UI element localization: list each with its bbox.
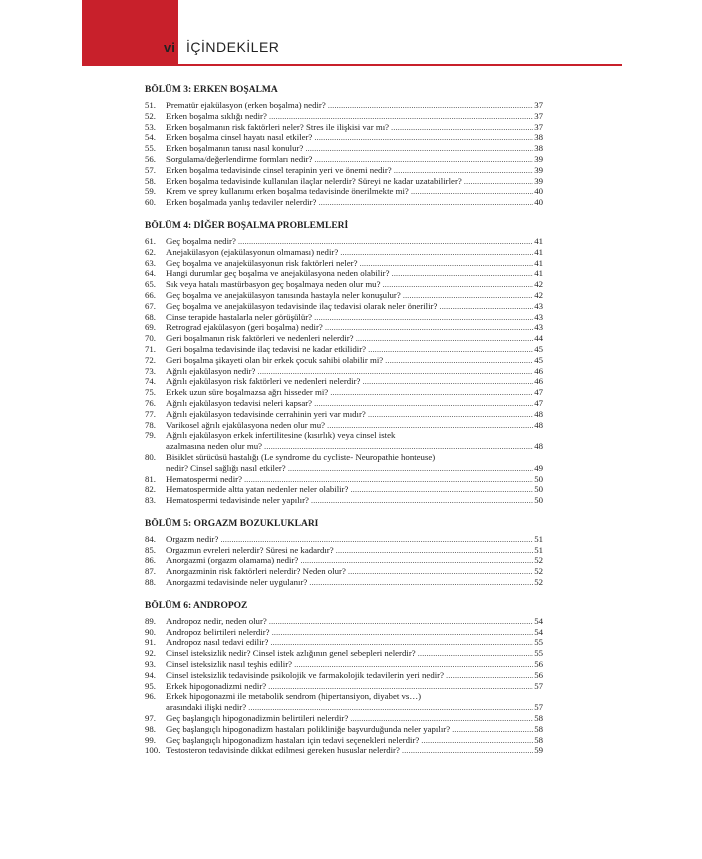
dot-leader [368, 409, 533, 420]
entry-number: 74. [145, 376, 156, 387]
toc-entry[interactable] [145, 616, 543, 627]
entry-title: Hematospermi tedavisinde neler yapılır? [166, 495, 309, 506]
dot-leader [330, 387, 533, 398]
dot-leader [403, 290, 533, 301]
toc-entry[interactable] [145, 165, 543, 176]
entry-page-number: 48 [534, 441, 543, 452]
entry-number: 63. [145, 257, 156, 268]
entry-number: 70. [145, 333, 156, 344]
toc-entry[interactable] [145, 312, 543, 323]
entry-number: 71. [145, 343, 156, 354]
entry-page-number: 54 [534, 615, 543, 626]
entry-number: 65. [145, 279, 156, 290]
entry-title: Erken boşalma tedavisinde cinsel terapinin yeri ve önemi nedir? [166, 164, 392, 175]
entry-title: Andropoz nedir, neden olur? [166, 615, 267, 626]
entry-title: nedir? Cinsel sağlığı nasıl etkiler? [166, 462, 286, 473]
entry-title: Erkek uzun süre boşalmazsa ağrı hisseder mi? [166, 387, 329, 398]
entry-page-number: 41 [534, 257, 543, 268]
entry-number: 76. [145, 397, 156, 408]
entry-title: Cinsel isteksizlik tedavisinde psikolojik ve farmakolojik tedavilerin yeri nedir? [166, 669, 445, 680]
entry-title: Geç boşalma ve anejakülasyon tedavisinde ilaç tedavisi olarak neler önerilir? [166, 300, 438, 311]
entry-page-number: 39 [534, 164, 543, 175]
dot-leader [272, 627, 534, 638]
entry-page-number: 51 [534, 544, 543, 555]
toc-entry[interactable] [145, 713, 543, 724]
entry-page-number: 57 [534, 680, 543, 691]
entry-number: 100. [145, 745, 161, 756]
entry-title: Geç başlangıçlı hipogonadizm hastaları için tedavi seçenekleri nelerdir? [166, 734, 420, 745]
entry-title: Erkek hipogonazmi ile metabolik sendrom (hipertansiyon, diyabet vs…) [166, 691, 422, 702]
entry-number: 61. [145, 235, 156, 246]
toc-entry[interactable] [145, 724, 543, 735]
dot-leader [314, 154, 533, 165]
toc-entry[interactable] [145, 681, 543, 692]
entry-title: Erken boşalmada yanlış tedaviler nelerdir? [166, 197, 317, 208]
toc-entry[interactable] [145, 301, 543, 312]
entry-page-number: 38 [534, 132, 543, 143]
toc-entry[interactable] [145, 555, 543, 566]
entry-number: 91. [145, 637, 156, 648]
toc-entry[interactable] [145, 333, 543, 344]
entry-page-number: 37 [534, 121, 543, 132]
entry-number: 82. [145, 484, 156, 495]
toc-entry[interactable] [145, 344, 543, 355]
entry-number: 98. [145, 723, 156, 734]
dot-leader [392, 268, 534, 279]
dot-leader [394, 165, 533, 176]
toc-entry[interactable] [145, 735, 543, 746]
dot-leader [325, 322, 533, 333]
entry-page-number: 42 [534, 279, 543, 290]
dot-leader [288, 463, 534, 474]
entry-number: 81. [145, 473, 156, 484]
entry-title: Testosteron tedavisinde dikkat edilmesi gereken hususlar nelerdir? [166, 745, 400, 756]
entry-page-number: 57 [534, 702, 543, 713]
entry-title: Erken boşalma cinsel hayatı nasıl etkiler? [166, 132, 313, 143]
entry-number: 96. [145, 691, 156, 702]
entry-title: Cinsel isteksizlik nasıl teşhis edilir? [166, 659, 293, 670]
entry-number: 55. [145, 143, 156, 154]
entry-title: Erkek hipogonadizmi nedir? [166, 680, 267, 691]
toc-entry[interactable] [145, 409, 543, 420]
toc-entry[interactable] [145, 143, 543, 154]
entry-number: 78. [145, 419, 156, 430]
entry-page-number: 41 [534, 268, 543, 279]
entry-title: Andropoz nasıl tedavi edilir? [166, 637, 269, 648]
entry-page-number: 56 [534, 669, 543, 680]
entry-number: 72. [145, 354, 156, 365]
header-title: İÇİNDEKİLER [186, 39, 280, 55]
table-of-contents [145, 84, 543, 768]
entry-title: Cinsel isteksizlik nedir? Cinsel istek azlığının genel sebepleri nelerdir? [166, 648, 416, 659]
toc-entry[interactable] [145, 176, 543, 187]
entry-title: Krem ve sprey kullanımı erken boşalma tedavisinde önerilmekte mi? [166, 186, 409, 197]
entry-number: 87. [145, 566, 156, 577]
entry-page-number: 43 [534, 300, 543, 311]
toc-entry[interactable] [145, 268, 543, 279]
entry-page-number: 59 [534, 745, 543, 756]
entry-number: 54. [145, 132, 156, 143]
dot-leader [314, 398, 533, 409]
entry-title: Geç başlangıçlı hipogonadizmin belirtileri nelerdir? [166, 713, 349, 724]
toc-entry[interactable] [145, 577, 543, 588]
entry-page-number: 58 [534, 723, 543, 734]
toc-entry[interactable] [145, 627, 543, 638]
entry-title: Sık veya hatalı mastürbasyon geç boşalmaya neden olur mu? [166, 279, 381, 290]
entry-page-number: 45 [534, 343, 543, 354]
dot-leader [269, 616, 533, 627]
entry-number: 93. [145, 659, 156, 670]
entry-title: Bisiklet sürücüsü hastalığı (Le syndrome du cycliste- Neuropathie honteuse) [166, 451, 436, 462]
entry-number: 73. [145, 365, 156, 376]
toc-entry[interactable] [145, 290, 543, 301]
dot-leader [439, 301, 533, 312]
entry-title: Cinse terapide hastalarla neler görüşülür? [166, 311, 313, 322]
dot-leader [318, 197, 533, 208]
entry-number: 53. [145, 121, 156, 132]
entry-title: Hangi durumlar geç boşalma ve anejakülasyona neden olabilir? [166, 268, 390, 279]
toc-entry[interactable] [145, 322, 543, 333]
dot-leader [350, 713, 533, 724]
entry-page-number: 52 [534, 566, 543, 577]
toc-entry[interactable] [145, 545, 543, 556]
dot-leader [391, 122, 533, 133]
entry-page-number: 41 [534, 246, 543, 257]
section-heading: BÖLÜM 6: ANDROPOZ [145, 600, 248, 611]
dot-leader [269, 111, 533, 122]
entry-number: 66. [145, 289, 156, 300]
dot-leader [248, 702, 533, 713]
entry-page-number: 45 [534, 354, 543, 365]
entry-title: Geç boşalma ve anejakülasyon tanısında hastayla neler konuşulur? [166, 289, 401, 300]
entry-title: Anorgazmi (orgazm olamama) nedir? [166, 555, 299, 566]
toc-entry[interactable] [145, 430, 543, 452]
entry-page-number: 40 [534, 186, 543, 197]
dot-leader [411, 186, 533, 197]
entry-number: 59. [145, 186, 156, 197]
dot-leader [356, 333, 534, 344]
dot-leader [340, 247, 533, 258]
entry-title: Hematospermi nedir? [166, 473, 242, 484]
dot-leader [452, 724, 533, 735]
entry-page-number: 58 [534, 713, 543, 724]
entry-number: 80. [145, 451, 156, 462]
dot-leader [268, 681, 533, 692]
entry-number: 92. [145, 648, 156, 659]
dot-leader [464, 176, 533, 187]
toc-entry[interactable] [145, 376, 543, 387]
dot-leader [327, 420, 533, 431]
toc-entry[interactable] [145, 566, 543, 577]
entry-number: 75. [145, 387, 156, 398]
dot-leader [270, 637, 533, 648]
entry-page-number: 47 [534, 397, 543, 408]
entry-page-number: 51 [534, 533, 543, 544]
entry-title: Erken boşalma tedavisinde kullanılan ilaçlar nelerdir? Süreyi ne kadar uzatabilirler? [166, 175, 462, 186]
entry-number: 64. [145, 268, 156, 279]
dot-leader [360, 258, 534, 269]
entry-title: Geç boşalma nedir? [166, 235, 236, 246]
entry-number: 86. [145, 555, 156, 566]
entry-page-number: 46 [534, 376, 543, 387]
entry-title: Varikosel ağrılı ejakülasyona neden olur mu? [166, 419, 326, 430]
section-heading: BÖLÜM 4: DİĞER BOŞALMA PROBLEMLERİ [145, 220, 349, 231]
dot-leader [446, 670, 533, 681]
entry-number: 62. [145, 246, 156, 257]
toc-entry[interactable] [145, 111, 543, 122]
entry-number: 77. [145, 408, 156, 419]
dot-leader [385, 355, 533, 366]
entry-number: 58. [145, 175, 156, 186]
dot-leader [309, 577, 533, 588]
entry-number: 94. [145, 669, 156, 680]
toc-entry[interactable] [145, 474, 543, 485]
entry-number: 83. [145, 495, 156, 506]
entry-page-number: 37 [534, 110, 543, 121]
toc-entry[interactable] [145, 279, 543, 290]
toc-section [145, 220, 543, 506]
entry-page-number: 40 [534, 197, 543, 208]
dot-leader [314, 132, 533, 143]
entry-title: Hematospermide altta yatan nedenler neler olabilir? [166, 484, 349, 495]
entry-number: 60. [145, 197, 156, 208]
toc-entry[interactable] [145, 745, 543, 756]
entry-number: 56. [145, 153, 156, 164]
toc-entry[interactable] [145, 186, 543, 197]
entry-page-number: 52 [534, 577, 543, 588]
entry-page-number: 49 [534, 462, 543, 473]
entry-number: 97. [145, 713, 156, 724]
entry-page-number: 47 [534, 387, 543, 398]
entry-title: Prematür ejakülasyon (erken boşalma) nedir? [166, 100, 326, 110]
toc-entry[interactable] [145, 154, 543, 165]
entry-page-number: 37 [534, 100, 543, 110]
entry-title: Orgazmın evreleri nelerdir? Süresi ne kadardır? [166, 544, 334, 555]
entry-title: Anejakülasyon (ejakülasyonun olmaması) nedir? [166, 246, 339, 257]
entry-title: Geç başlangıçlı hipogonadizm hastaları polikliniğe başvurduğunda neler yapılır? [166, 723, 451, 734]
entry-page-number: 44 [534, 333, 543, 344]
entry-title: Ağrılı ejakülasyon tedavisinde cerrahinin yeri var mıdır? [166, 408, 366, 419]
dot-leader [264, 441, 533, 452]
entry-number: 88. [145, 577, 156, 588]
toc-entry[interactable] [145, 387, 543, 398]
entry-page-number: 43 [534, 322, 543, 333]
dot-leader [368, 344, 533, 355]
entry-title: Geri boşalma şikayeti olan bir erkek çocuk sahibi olabilir mi? [166, 354, 384, 365]
toc-entry[interactable] [145, 420, 543, 431]
toc-entry[interactable] [145, 258, 543, 269]
dot-leader [350, 484, 533, 495]
toc-entry[interactable] [145, 691, 543, 713]
entry-number: 99. [145, 734, 156, 745]
toc-entry[interactable] [145, 236, 543, 247]
toc-entry[interactable] [145, 484, 543, 495]
entry-title: Ağrılı ejakülasyon tedavisi neleri kapsar? [166, 397, 313, 408]
dot-leader [311, 495, 533, 506]
corner-tab [82, 0, 178, 66]
entry-title: arasındaki ilişki nedir? [166, 702, 247, 713]
toc-entry[interactable] [145, 355, 543, 366]
entry-page-number: 46 [534, 365, 543, 376]
entry-title: Geri boşalmanın risk faktörleri ve nedenleri nelerdir? [166, 333, 354, 344]
entry-title: Andropoz belirtileri nelerdir? [166, 626, 270, 637]
entry-title: Anorgazminin risk faktörleri nelerdir? Neden olur? [166, 566, 346, 577]
dot-leader [418, 648, 534, 659]
entry-page-number: 50 [534, 484, 543, 495]
entry-title: Ağrılı ejakülasyon risk faktörleri ve nedenleri nelerdir? [166, 376, 361, 387]
entry-page-number: 39 [534, 175, 543, 186]
toc-entry[interactable] [145, 495, 543, 506]
entry-page-number: 58 [534, 734, 543, 745]
entry-page-number: 42 [534, 289, 543, 300]
entry-page-number: 48 [534, 408, 543, 419]
entry-number: 90. [145, 626, 156, 637]
toc-entry[interactable] [145, 637, 543, 648]
entry-title: Retrograd ejakülasyon (geri boşalma) nedir? [166, 322, 323, 333]
toc-entry[interactable] [145, 247, 543, 258]
entry-title: Erken boşalmanın risk faktörleri neler? Stres ile ilişkisi var mı? [166, 121, 390, 132]
entry-page-number: 54 [534, 626, 543, 637]
entry-number: 95. [145, 680, 156, 691]
entry-title: Anorgazmi tedavisinde neler uygulanır? [166, 577, 308, 588]
entry-page-number: 55 [534, 648, 543, 659]
dot-leader [402, 745, 533, 756]
entry-number: 85. [145, 544, 156, 555]
dot-leader [300, 555, 533, 566]
entry-title: Sorgulama/değerlendirme formları nedir? [166, 153, 313, 164]
entry-number: 57. [145, 164, 156, 175]
entry-title: Geç boşalma ve anajekülasyonun risk faktörleri neler? [166, 257, 358, 268]
entry-title: Orgazm nedir? [166, 533, 219, 544]
dot-leader [336, 545, 534, 556]
entry-title: Erken boşalma sıklığı nedir? [166, 110, 267, 121]
toc-entry[interactable] [145, 132, 543, 143]
header-page-number: vi [164, 40, 175, 55]
entry-page-number: 43 [534, 311, 543, 322]
dot-leader [257, 366, 533, 377]
entry-number: 69. [145, 322, 156, 333]
entry-title: Geri boşalma tedavisinde ilaç tedavisi ne kadar etkilidir? [166, 343, 367, 354]
entry-title: azalmasına neden olur mu? [166, 441, 262, 452]
dot-leader [294, 659, 533, 670]
entry-number: 51. [145, 100, 156, 110]
entry-number: 84. [145, 533, 156, 544]
entry-title: Ağrılı ejakülasyon nedir? [166, 365, 256, 376]
toc-entry[interactable] [145, 122, 543, 133]
dot-leader [238, 236, 533, 247]
dot-leader [348, 566, 533, 577]
toc-entry[interactable] [145, 366, 543, 377]
toc-entry[interactable] [145, 534, 543, 545]
entry-page-number: 55 [534, 637, 543, 648]
toc-section [145, 600, 543, 756]
entry-page-number: 50 [534, 495, 543, 506]
toc-section [145, 84, 543, 208]
toc-section [145, 518, 543, 588]
entry-page-number: 39 [534, 153, 543, 164]
dot-leader [362, 376, 533, 387]
dot-leader [305, 143, 533, 154]
dot-leader [382, 279, 533, 290]
entry-number: 67. [145, 300, 156, 311]
entry-number: 68. [145, 311, 156, 322]
entry-title: Erken boşalmanın tanısı nasıl konulur? [166, 143, 304, 154]
entry-number: 52. [145, 110, 156, 121]
section-heading: BÖLÜM 3: ERKEN BOŞALMA [145, 85, 278, 95]
dot-leader [220, 534, 533, 545]
entry-page-number: 52 [534, 555, 543, 566]
dot-leader [328, 100, 533, 111]
toc-entry[interactable] [145, 659, 543, 670]
toc-entry[interactable] [145, 197, 543, 208]
entry-page-number: 48 [534, 419, 543, 430]
entry-page-number: 50 [534, 473, 543, 484]
entry-title: Ağrılı ejakülasyon erkek infertilitesine (kısırlık) veya cinsel istek [166, 430, 396, 441]
entry-page-number: 41 [534, 235, 543, 246]
toc-entry[interactable] [145, 452, 543, 474]
toc-entry[interactable] [145, 670, 543, 681]
toc-entry[interactable] [145, 100, 543, 111]
dot-leader [421, 735, 533, 746]
toc-entry[interactable] [145, 398, 543, 409]
entry-number: 79. [145, 430, 156, 441]
entry-page-number: 56 [534, 659, 543, 670]
section-heading: BÖLÜM 5: ORGAZM BOZUKLUKLARI [145, 518, 319, 529]
dot-leader [244, 474, 533, 485]
toc-entry[interactable] [145, 648, 543, 659]
dot-leader [314, 312, 533, 323]
entry-page-number: 38 [534, 143, 543, 154]
header-rule [82, 64, 622, 66]
entry-number: 89. [145, 615, 156, 626]
